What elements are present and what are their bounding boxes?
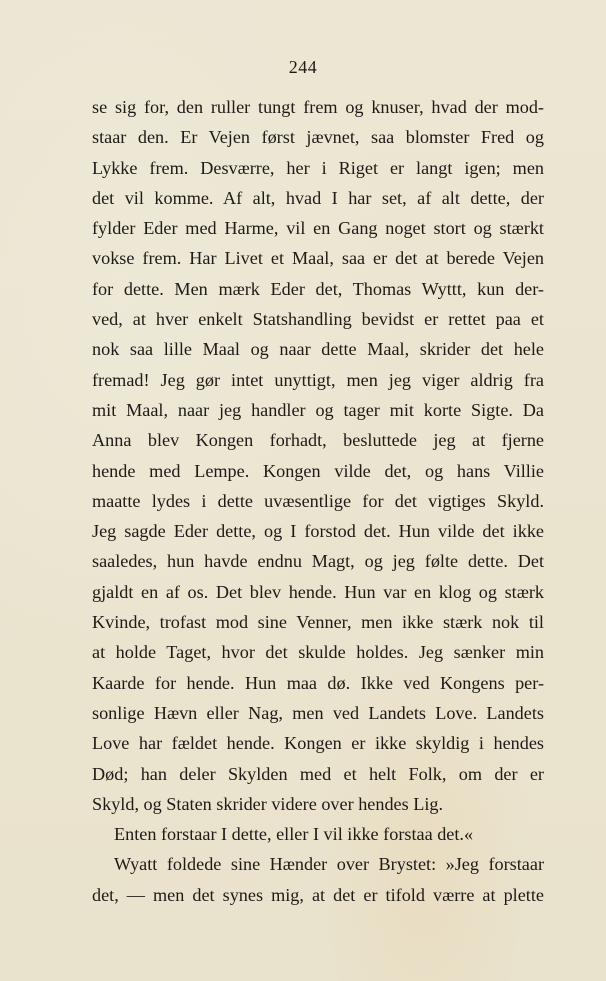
- text-line: Jeg sagde Eder dette, og I forstod det. Hun vilde det ikke: [92, 521, 544, 542]
- text-line: staar den. Er Vejen først jævnet, saa blomster Fred og: [92, 127, 544, 148]
- page-number: 244: [288, 57, 318, 77]
- text-line: Kaarde for hende. Hun maa dø. Ikke ved Kongens per-: [92, 672, 544, 693]
- text-line: sonlige Hævn eller Nag, men ved Landets Love. Landets: [92, 702, 544, 723]
- text-line: saaledes, hun havde endnu Magt, og jeg følte dette. Det: [92, 551, 544, 572]
- text-line: hende med Lempe. Kongen vilde det, og hans Villie: [92, 460, 544, 481]
- text-line: Død; han deler Skylden med et helt Folk, om der er: [92, 763, 544, 784]
- text-line: at holde Taget, hvor det skulde holdes. Jeg sænker min: [92, 642, 544, 663]
- text-line: Kvinde, trofast mod sine Venner, men ikke stærk nok til: [92, 612, 544, 633]
- text-line: for dette. Men mærk Eder det, Thomas Wyttt, kun der-: [92, 278, 544, 299]
- text-line: Lykke frem. Desværre, her i Riget er langt igen; men: [92, 157, 544, 178]
- text-line: Anna blev Kongen forhadt, besluttede jeg at fjerne: [92, 430, 544, 451]
- paragraph-line: Enten forstaar I dette, eller I vil ikke forstaa det.«: [114, 824, 474, 845]
- text-line: det vil komme. Af alt, hvad I har set, af alt dette, der: [92, 187, 544, 208]
- text-line: gjaldt en af os. Det blev hende. Hun var en klog og stærk: [92, 581, 544, 602]
- text-line: det, — men det synes mig, at det er tifold værre at plette: [92, 884, 544, 905]
- text-line: nok saa lille Maal og naar dette Maal, skrider det hele: [92, 339, 544, 360]
- text-line: mit Maal, naar jeg handler og tager mit korte Sigte. Da: [92, 399, 544, 420]
- text-line: maatte lydes i dette uvæsentlige for det vigtiges Skyld.: [92, 490, 544, 511]
- body-text: [92, 92, 544, 910]
- text-line: se sig for, den ruller tungt frem og knuser, hvad der mod-: [92, 97, 544, 117]
- paragraph-end-line: Skyld, og Staten skrider videre over hendes Lig.: [92, 793, 444, 814]
- text-line: vokse frem. Har Livet et Maal, saa er det at berede Vejen: [92, 248, 544, 269]
- paragraph-start-line: Wyatt foldede sine Hænder over Brystet: »Jeg forstaar: [114, 854, 544, 875]
- text-line: Love har fældet hende. Kongen er ikke skyldig i hendes: [92, 733, 544, 754]
- text-line: fylder Eder med Harme, vil en Gang noget stort og stærkt: [92, 218, 544, 239]
- text-line: ved, at hver enkelt Statshandling bevidst er rettet paa et: [92, 309, 544, 330]
- text-line: fremad! Jeg gør intet unyttigt, men jeg viger aldrig fra: [92, 369, 544, 390]
